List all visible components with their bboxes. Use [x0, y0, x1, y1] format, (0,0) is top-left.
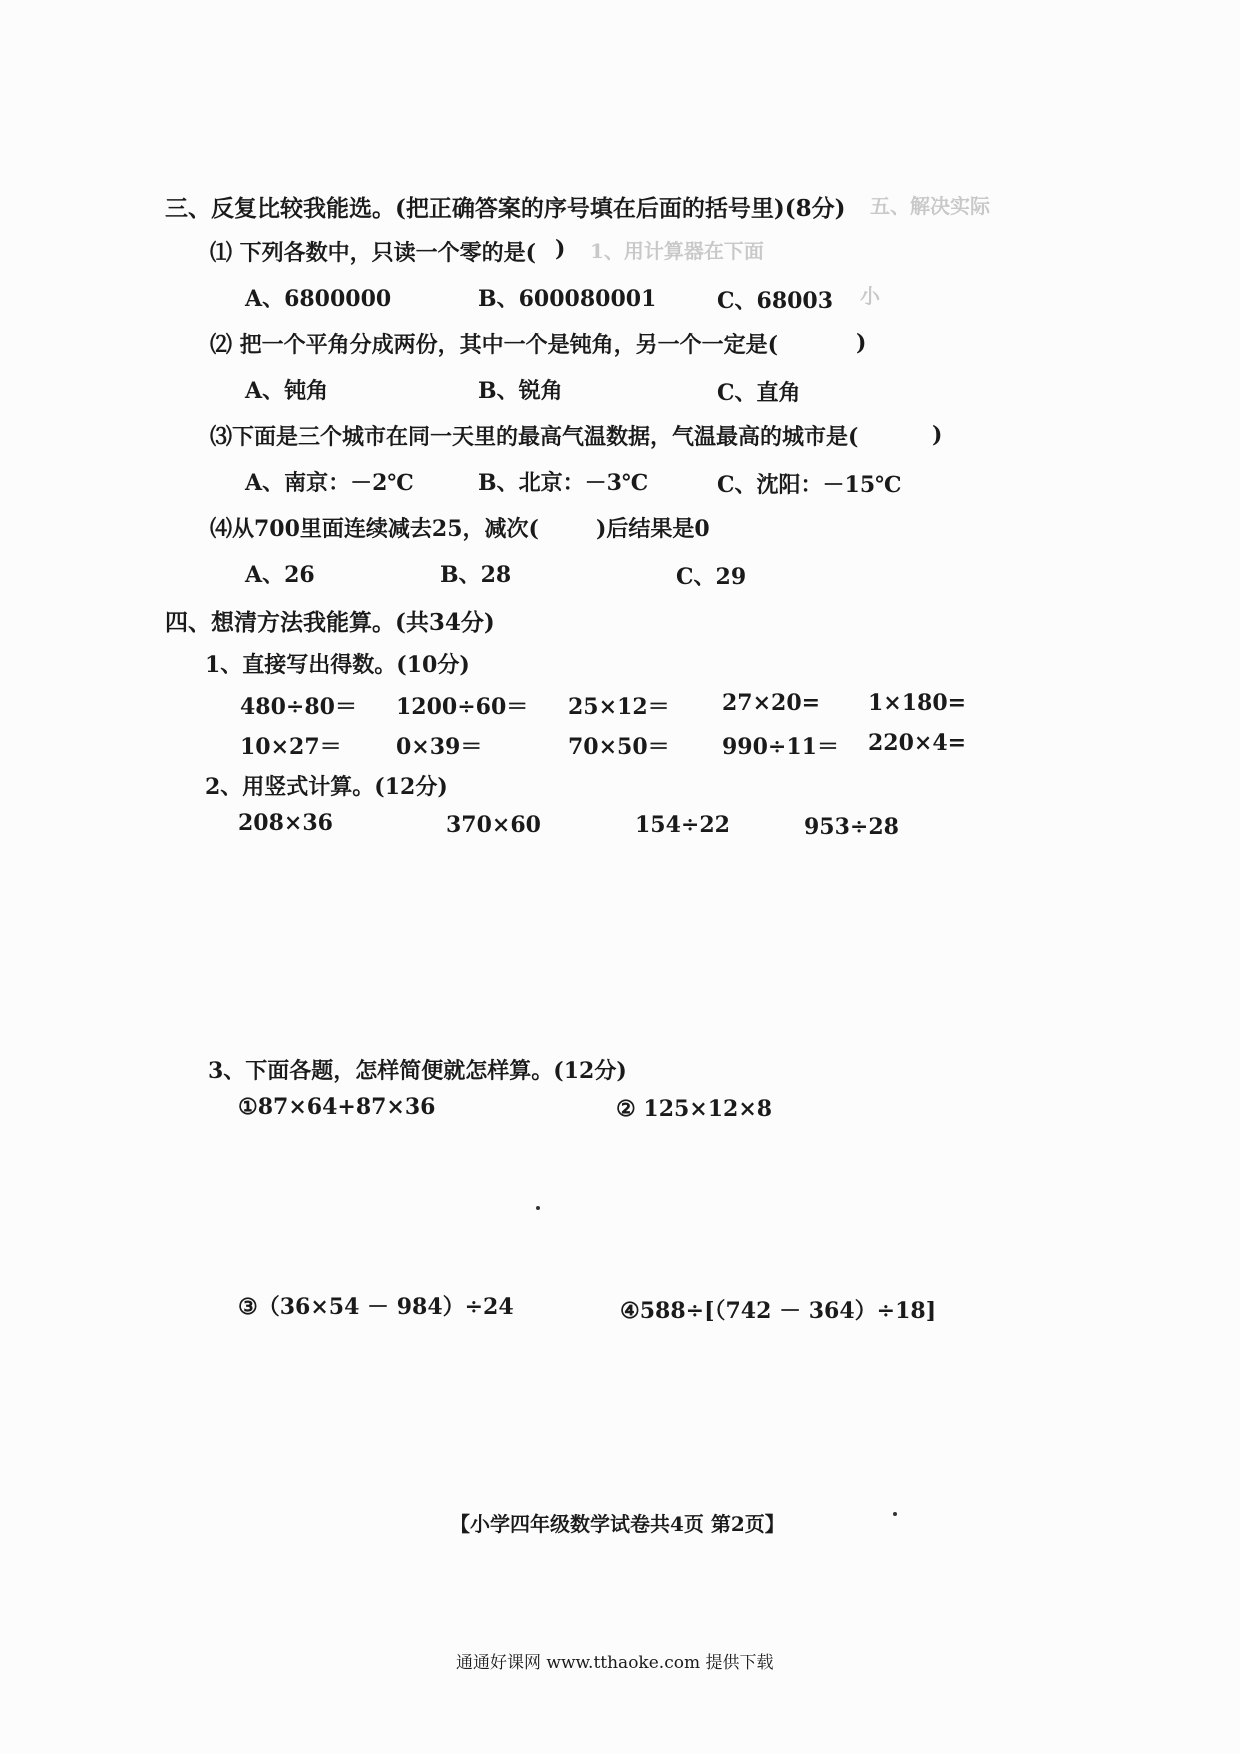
part3-title: 3、下面各题，怎样简便就怎样算。(12分) [208, 1058, 627, 1084]
mental-calc-item: 25×12＝ [568, 694, 670, 720]
scan-speck [893, 1512, 897, 1516]
source-credit: 通通好课网 www.tthaoke.com 提供下载 [456, 1653, 774, 1673]
column-calc-item: 154÷22 [635, 812, 730, 838]
q3-paren: ) [932, 422, 943, 448]
bleed-through-text: 小 [860, 284, 880, 308]
page-footer: 【小学四年级数学试卷共4页 第2页】 [450, 1512, 785, 1536]
part2-title: 2、用竖式计算。(12分) [205, 774, 448, 800]
scan-speck [536, 1206, 540, 1210]
q2-stem: ⑵ 把一个平角分成两份，其中一个是钝角，另一个一定是( [210, 332, 779, 358]
section4-title: 四、想清方法我能算。(共34分) [165, 609, 495, 636]
simplify-calc-item: ② 125×12×8 [616, 1096, 773, 1122]
q3-option-c: C、沈阳：－15℃ [717, 472, 902, 498]
q2-option-a: A、钝角 [245, 378, 329, 404]
section3-title: 三、反复比较我能选。(把正确答案的序号填在后面的括号里)(8分) [165, 195, 846, 222]
q4-tail: )后结果是0 [596, 516, 710, 542]
q1-option-c: C、68003 [717, 288, 834, 314]
column-calc-item: 953÷28 [804, 814, 899, 840]
q1-stem: ⑴ 下列各数中，只读一个零的是( [210, 240, 537, 266]
mental-calc-item: 990÷11＝ [722, 734, 839, 760]
q1-option-b: B、600080001 [478, 286, 657, 312]
q2-option-c: C、直角 [717, 380, 801, 406]
q1-paren: ) [555, 236, 566, 262]
simplify-calc-item: ④588÷[（742 － 364）÷18] [620, 1298, 937, 1324]
q3-option-a: A、南京：－2℃ [245, 470, 414, 496]
simplify-calc-item: ①87×64+87×36 [238, 1094, 436, 1120]
mental-calc-item: 0×39＝ [396, 734, 483, 760]
mental-calc-item: 1200÷60＝ [396, 694, 529, 720]
mental-calc-item: 70×50＝ [568, 734, 670, 760]
column-calc-item: 208×36 [238, 810, 333, 836]
q2-paren: ) [856, 330, 867, 356]
q2-option-b: B、锐角 [478, 378, 563, 404]
mental-calc-item: 220×4= [868, 730, 967, 756]
part1-title: 1、直接写出得数。(10分) [205, 652, 470, 678]
q4-option-a: A、26 [245, 562, 315, 588]
bleed-through-text: 五、解决实际 [870, 194, 990, 218]
q1-option-a: A、6800000 [245, 286, 392, 312]
q4-option-b: B、28 [440, 562, 512, 588]
q4-stem: ⑷从700里面连续减去25，减次( [210, 516, 539, 542]
mental-calc-item: 1×180= [868, 690, 967, 716]
column-calc-item: 370×60 [446, 812, 541, 838]
q4-option-c: C、29 [676, 564, 747, 590]
q3-option-b: B、北京：－3℃ [478, 470, 649, 496]
mental-calc-item: 27×20= [722, 690, 821, 716]
bleed-through-text: 1、用计算器在下面 [590, 239, 764, 263]
mental-calc-item: 10×27＝ [240, 734, 342, 760]
mental-calc-item: 480÷80＝ [240, 694, 357, 720]
q3-stem: ⑶下面是三个城市在同一天里的最高气温数据，气温最高的城市是( [210, 424, 859, 450]
simplify-calc-item: ③（36×54 － 984）÷24 [238, 1294, 514, 1320]
